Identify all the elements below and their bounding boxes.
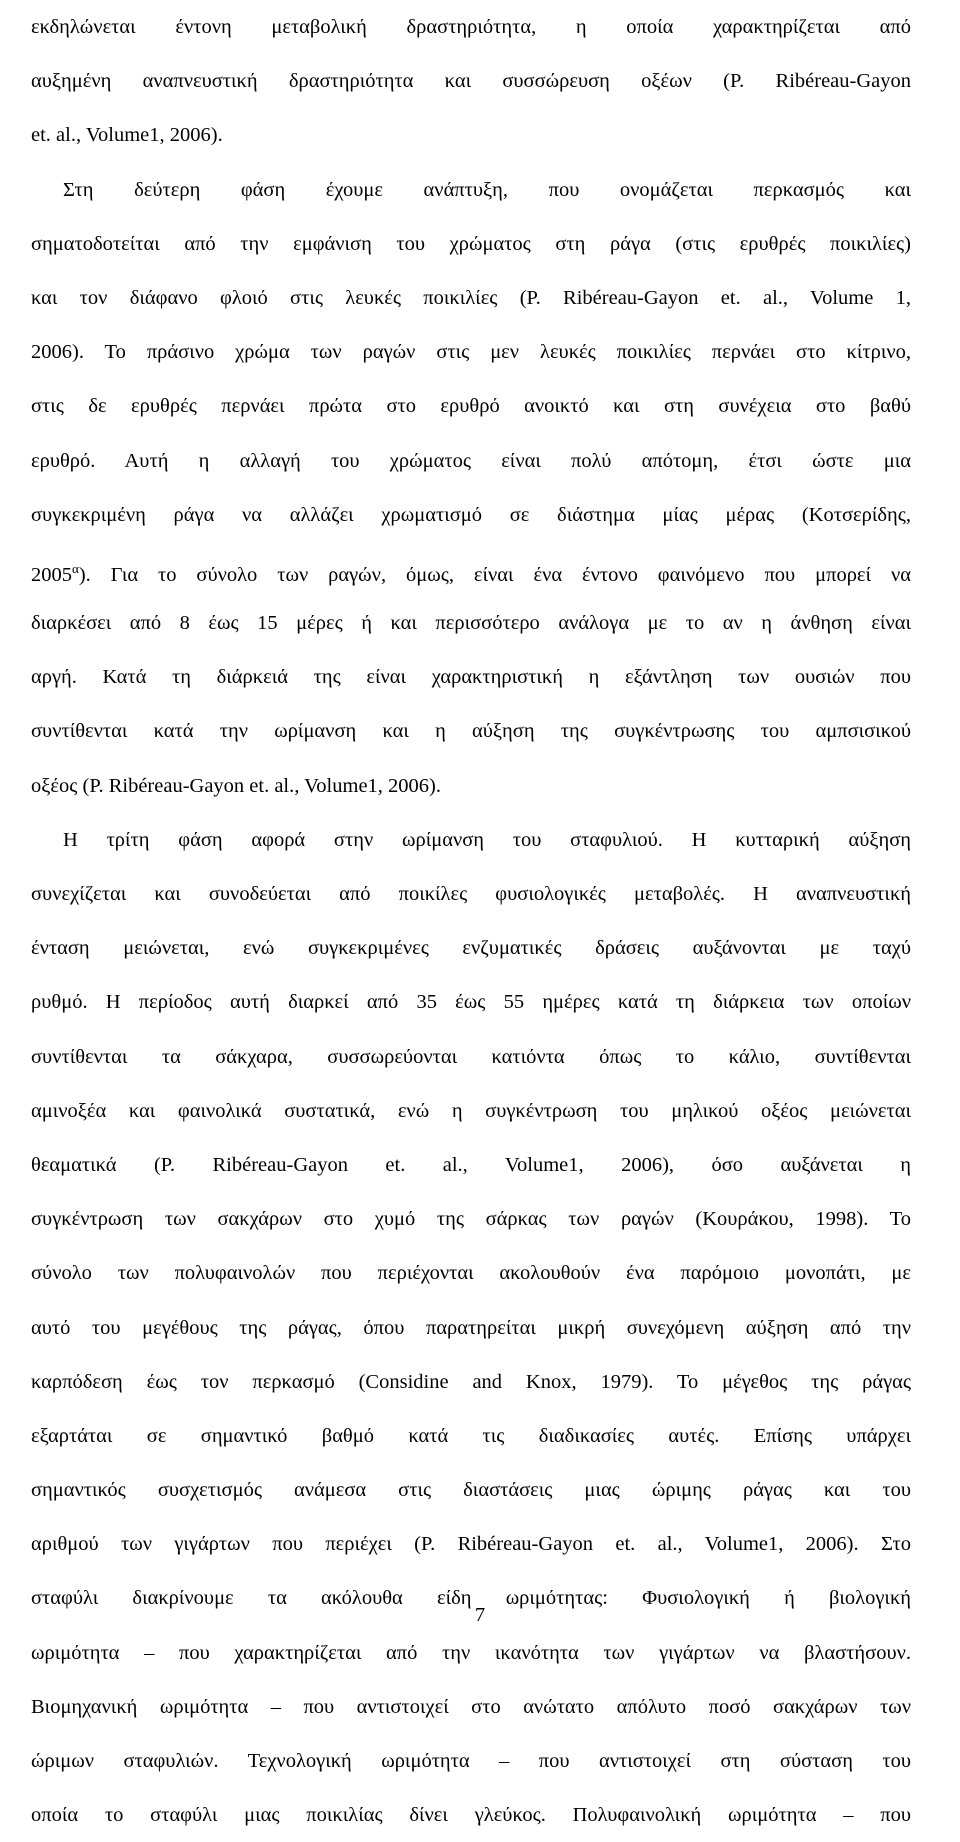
text-line: ερυθρό. Αυτή η αλλαγή του χρώματος είναι πολύ απότομη, έτσι ώστε μια [31, 449, 911, 472]
text-line: ωριμότητα – που χαρακτηρίζεται από την ικανότητα των γιγάρτων να βλαστήσουν. [31, 1641, 911, 1664]
text-line: αυτό του μεγέθους της ράγας, όπου παρατηρείται μικρή συνεχόμενη αύξηση από την [31, 1316, 911, 1339]
text-line: αμινοξέα και φαινολικά συστατικά, ενώ η συγκέντρωση του μηλικού οξέος μειώνεται [31, 1099, 911, 1122]
text-line: αυξημένη αναπνευστική δραστηριότητα και συσσώρευση οξέων (P. Ribéreau-Gayon [31, 70, 911, 93]
text-line: οποία το σταφύλι μιας ποικιλίας δίνει γλεύκος. Πολυφαινολική ωριμότητα – που [31, 1804, 911, 1827]
text-line: σηματοδοτείται από την εμφάνιση του χρώματος στη ράγα (στις ερυθρές ποικιλίες) [31, 232, 911, 255]
text-line: στις δε ερυθρές περνάει πρώτα στο ερυθρό ανοικτό και στη συνέχεια στο βαθύ [31, 395, 911, 418]
text-line: αριθμού των γιγάρτων που περιέχει (P. Ribéreau-Gayon et. al., Volume1, 2006). Στο [31, 1533, 911, 1556]
text-line: αργή. Κατά τη διάρκειά της είναι χαρακτηριστική η εξάντληση των ουσιών που [31, 666, 911, 689]
text-line: και τον διάφανο φλοιό στις λευκές ποικιλίες (P. Ribéreau-Gayon et. al., Volume 1, [31, 286, 911, 309]
text-line: εξαρτάται σε σημαντικό βαθμό κατά τις διαδικασίες αυτές. Επίσης υπάρχει [31, 1424, 911, 1447]
text-line: σταφύλι διακρίνουμε τα ακόλουθα είδη ωριμότητας: Φυσιολογική ή βιολογική [31, 1587, 911, 1610]
citation-year: 2005 [31, 563, 72, 586]
text-line: σύνολο των πολυφαινολών που περιέχονται ακολουθούν ένα παρόμοιο μονοπάτι, με [31, 1262, 911, 1285]
citation-superscript: α [72, 560, 79, 576]
text-line: συντίθενται τα σάκχαρα, συσσωρεύονται κατιόντα όπως το κάλιο, συντίθενται [31, 1045, 911, 1068]
text-line: οξέος (P. Ribéreau-Gayon et. al., Volume1, 2006). [31, 774, 441, 797]
text-line: σημαντικός συσχετισμός ανάμεσα στις διαστάσεις μιας ώριμης ράγας και του [31, 1479, 911, 1502]
text-line: ένταση μειώνεται, ενώ συγκεκριμένες ενζυματικές δράσεις αυξάνονται με ταχύ [31, 937, 911, 960]
paragraph-start-line: Η τρίτη φάση αφορά στην ωρίμανση του σταφυλιού. Η κυτταρική αύξηση [63, 828, 911, 851]
text-line: συνεχίζεται και συνοδεύεται από ποικίλες φυσιολογικές μεταβολές. Η αναπνευστική [31, 883, 911, 905]
text-line: συγκέντρωση των σακχάρων στο χυμό της σάρκας των ραγών (Κουράκου, 1998). Το [31, 1208, 911, 1231]
line-remainder: ). Για το σύνολο των ραγών, όμως, είναι ένα έντονο φαινόμενο που μπορεί να [78, 563, 911, 586]
text-line: συντίθενται κατά την ωρίμανση και η αύξηση της συγκέντρωσης του αμπσισικού [31, 720, 911, 743]
text-line: συγκεκριμένη ράγα να αλλάζει χρωματισμό σε διάστημα μίας μέρας (Κοτσερίδης, [31, 503, 911, 526]
text-line: et. al., Volume1, 2006). [31, 124, 223, 147]
paragraph-start-line: Στη δεύτερη φάση έχουμε ανάπτυξη, που ονομάζεται περκασμός και [63, 178, 911, 201]
text-line: θεαματικά (P. Ribéreau-Gayon et. al., Volume1, 2006), όσο αυξάνεται η [31, 1153, 911, 1176]
text-line-with-superscript [31, 542, 911, 596]
text-line: 2006). Το πράσινο χρώμα των ραγών στις μεν λευκές ποικιλίες περνάει στο κίτρινο, [31, 341, 911, 364]
text-line: Βιομηχανική ωριμότητα – που αντιστοιχεί στο ανώτατο απόλυτο ποσό σακχάρων των [31, 1695, 911, 1718]
page-number: 7 [474, 1604, 486, 1626]
text-line: διαρκέσει από 8 έως 15 μέρες ή και περισσότερο ανάλογα με το αν η άνθηση είναι [31, 612, 911, 635]
text-line: εκδηλώνεται έντονη μεταβολική δραστηριότητα, η οποία χαρακτηρίζεται από [31, 16, 911, 38]
text-line: ρυθμό. Η περίοδος αυτή διαρκεί από 35 έως 55 ημέρες κατά τη διάρκεια των οποίων [31, 991, 911, 1014]
text-line: καρπόδεση έως τον περκασμό (Considine and Knox, 1979). Το μέγεθος της ράγας [31, 1370, 911, 1393]
text-line: ώριμων σταφυλιών. Τεχνολογική ωριμότητα – που αντιστοιχεί στη σύσταση του [31, 1750, 911, 1772]
document-page [31, 0, 911, 1842]
